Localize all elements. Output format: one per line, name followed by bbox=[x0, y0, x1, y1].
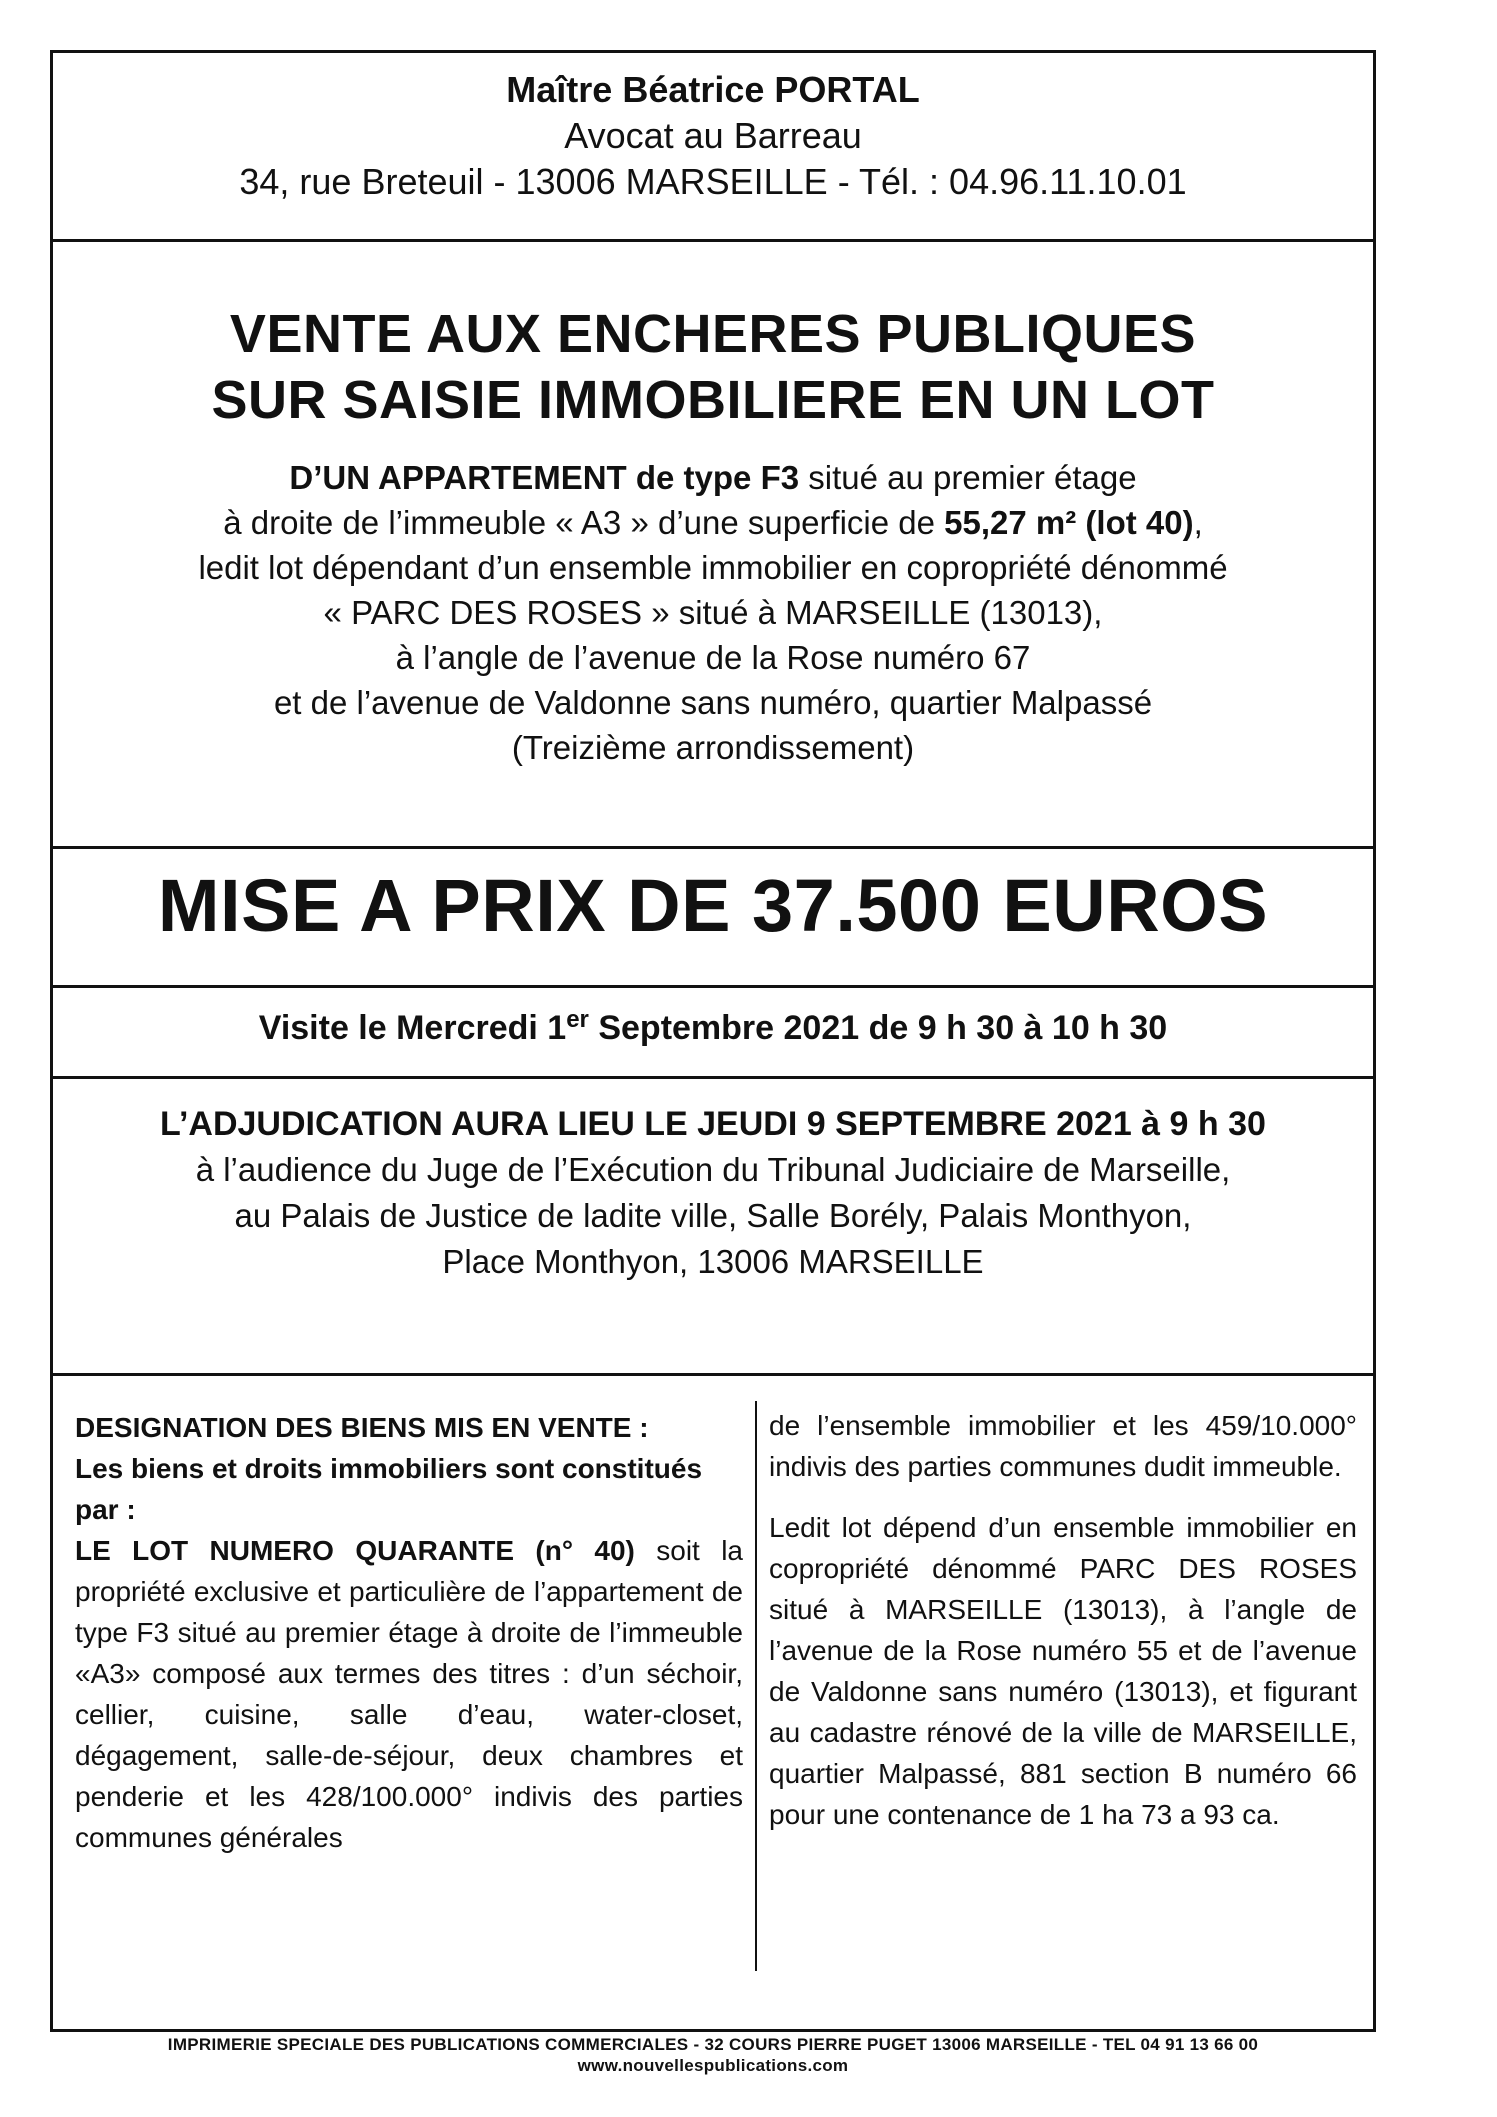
desc-line-5: à l’angle de l’avenue de la Rose numéro 67 bbox=[395, 639, 1031, 676]
desc-line-4: « PARC DES ROSES » situé à MARSEILLE (13013), bbox=[323, 594, 1103, 631]
adjudication-line-1: à l’audience du Juge de l’Exécution du Tribunal Judiciaire de Marseille, bbox=[195, 1151, 1231, 1188]
column-divider bbox=[755, 1401, 757, 1971]
divider bbox=[53, 239, 1373, 242]
divider bbox=[53, 846, 1373, 849]
designation-lot bbox=[75, 1530, 743, 1858]
divider bbox=[53, 1373, 1373, 1376]
footer-website: www.nouvellespublications.com bbox=[577, 2056, 849, 2075]
desc-line-1 bbox=[53, 455, 1373, 500]
lawyer-title: Avocat au Barreau bbox=[564, 115, 862, 156]
notice-frame bbox=[50, 50, 1376, 2032]
desc-bold-type: D’UN APPARTEMENT de type F3 bbox=[289, 459, 800, 496]
desc-line-3: ledit lot dépendant d’un ensemble immobilier en copropriété dénommé bbox=[198, 549, 1228, 586]
starting-price: MISE A PRIX DE 37.500 EUROS bbox=[157, 864, 1269, 947]
lawyer-address: 34, rue Breteuil - 13006 MARSEILLE - Tél. : 04.96.11.10.01 bbox=[239, 161, 1187, 202]
designation-columns bbox=[53, 1401, 1373, 1941]
adjudication-title: L’ADJUDICATION AURA LIEU LE JEUDI 9 SEPTEMBRE 2021 à 9 h 30 bbox=[160, 1105, 1266, 1143]
desc-line-6: et de l’avenue de Valdonne sans numéro, quartier Malpassé bbox=[273, 684, 1153, 721]
designation-right-column bbox=[769, 1405, 1357, 1855]
headline-line-1: VENTE AUX ENCHERES PUBLIQUES bbox=[229, 304, 1197, 364]
headline-line-2: SUR SAISIE IMMOBILIERE EN UN LOT bbox=[211, 370, 1215, 430]
visit-sup: er bbox=[566, 1006, 589, 1033]
lot-title: LE LOT NUMERO QUARANTE (n° 40) bbox=[75, 1535, 635, 1566]
lot-text: soit la propriété exclusive et particulière de l’appartement de type F3 situé au premier étage à droite de l’immeuble «A3» composé aux termes des titres : d’un séchoir, cellier, cuisine, salle d’eau, water-closet, dégagement, salle-de-séjour, deux chambres et penderie et les 428/100.000° indivis des parties communes générales bbox=[75, 1535, 743, 1853]
adjudication-block bbox=[53, 1101, 1373, 1285]
desc-text: , bbox=[1193, 504, 1203, 541]
designation-left-column bbox=[75, 1407, 743, 1858]
desc-line-2 bbox=[53, 500, 1373, 545]
adjudication-line-2: au Palais de Justice de ladite ville, Salle Borély, Palais Monthyon, bbox=[234, 1197, 1192, 1234]
designation-heading: DESIGNATION DES BIENS MIS EN VENTE : bbox=[75, 1412, 649, 1443]
visit-text: Septembre 2021 de 9 h 30 à 10 h 30 bbox=[588, 1009, 1168, 1047]
desc-text: à droite de l’immeuble « A3 » d’une superficie de bbox=[223, 504, 945, 541]
right-paragraph-1: de l’ensemble immobilier et les 459/10.000° indivis des parties communes dudit immeuble. bbox=[769, 1410, 1357, 1482]
divider bbox=[53, 985, 1373, 988]
desc-line-7: (Treizième arrondissement) bbox=[511, 729, 915, 766]
desc-bold-area: 55,27 m² (lot 40) bbox=[944, 504, 1194, 541]
designation-subheading: Les biens et droits immobiliers sont constitués par : bbox=[75, 1453, 703, 1525]
visit-info bbox=[53, 1006, 1373, 1050]
footer bbox=[50, 2034, 1376, 2076]
desc-text: situé au premier étage bbox=[799, 459, 1137, 496]
headline bbox=[53, 301, 1373, 433]
divider bbox=[53, 1076, 1373, 1079]
property-description bbox=[53, 455, 1373, 770]
visit-text: Visite le Mercredi 1 bbox=[258, 1009, 567, 1047]
right-paragraph-2: Ledit lot dépend d’un ensemble immobilier en copropriété dénommé PARC DES ROSES situé à MARSEILLE (13013), à l’angle de l’avenue de la Rose numéro 55 et de l’avenue de Valdonne sans numéro (13013), et figurant au cadastre rénové de la ville de MARSEILLE, quartier Malpassé, 881 section B numéro 66 pour une contenance de 1 ha 73 a 93 ca. bbox=[769, 1512, 1357, 1830]
lawyer-block bbox=[53, 67, 1373, 205]
footer-printer: IMPRIMERIE SPECIALE DES PUBLICATIONS COMMERCIALES - 32 COURS PIERRE PUGET 13006 MARSEILLE - TEL 04 91 13 66 00 bbox=[167, 2035, 1259, 2054]
lawyer-name: Maître Béatrice PORTAL bbox=[506, 69, 920, 110]
adjudication-line-3: Place Monthyon, 13006 MARSEILLE bbox=[442, 1243, 984, 1280]
